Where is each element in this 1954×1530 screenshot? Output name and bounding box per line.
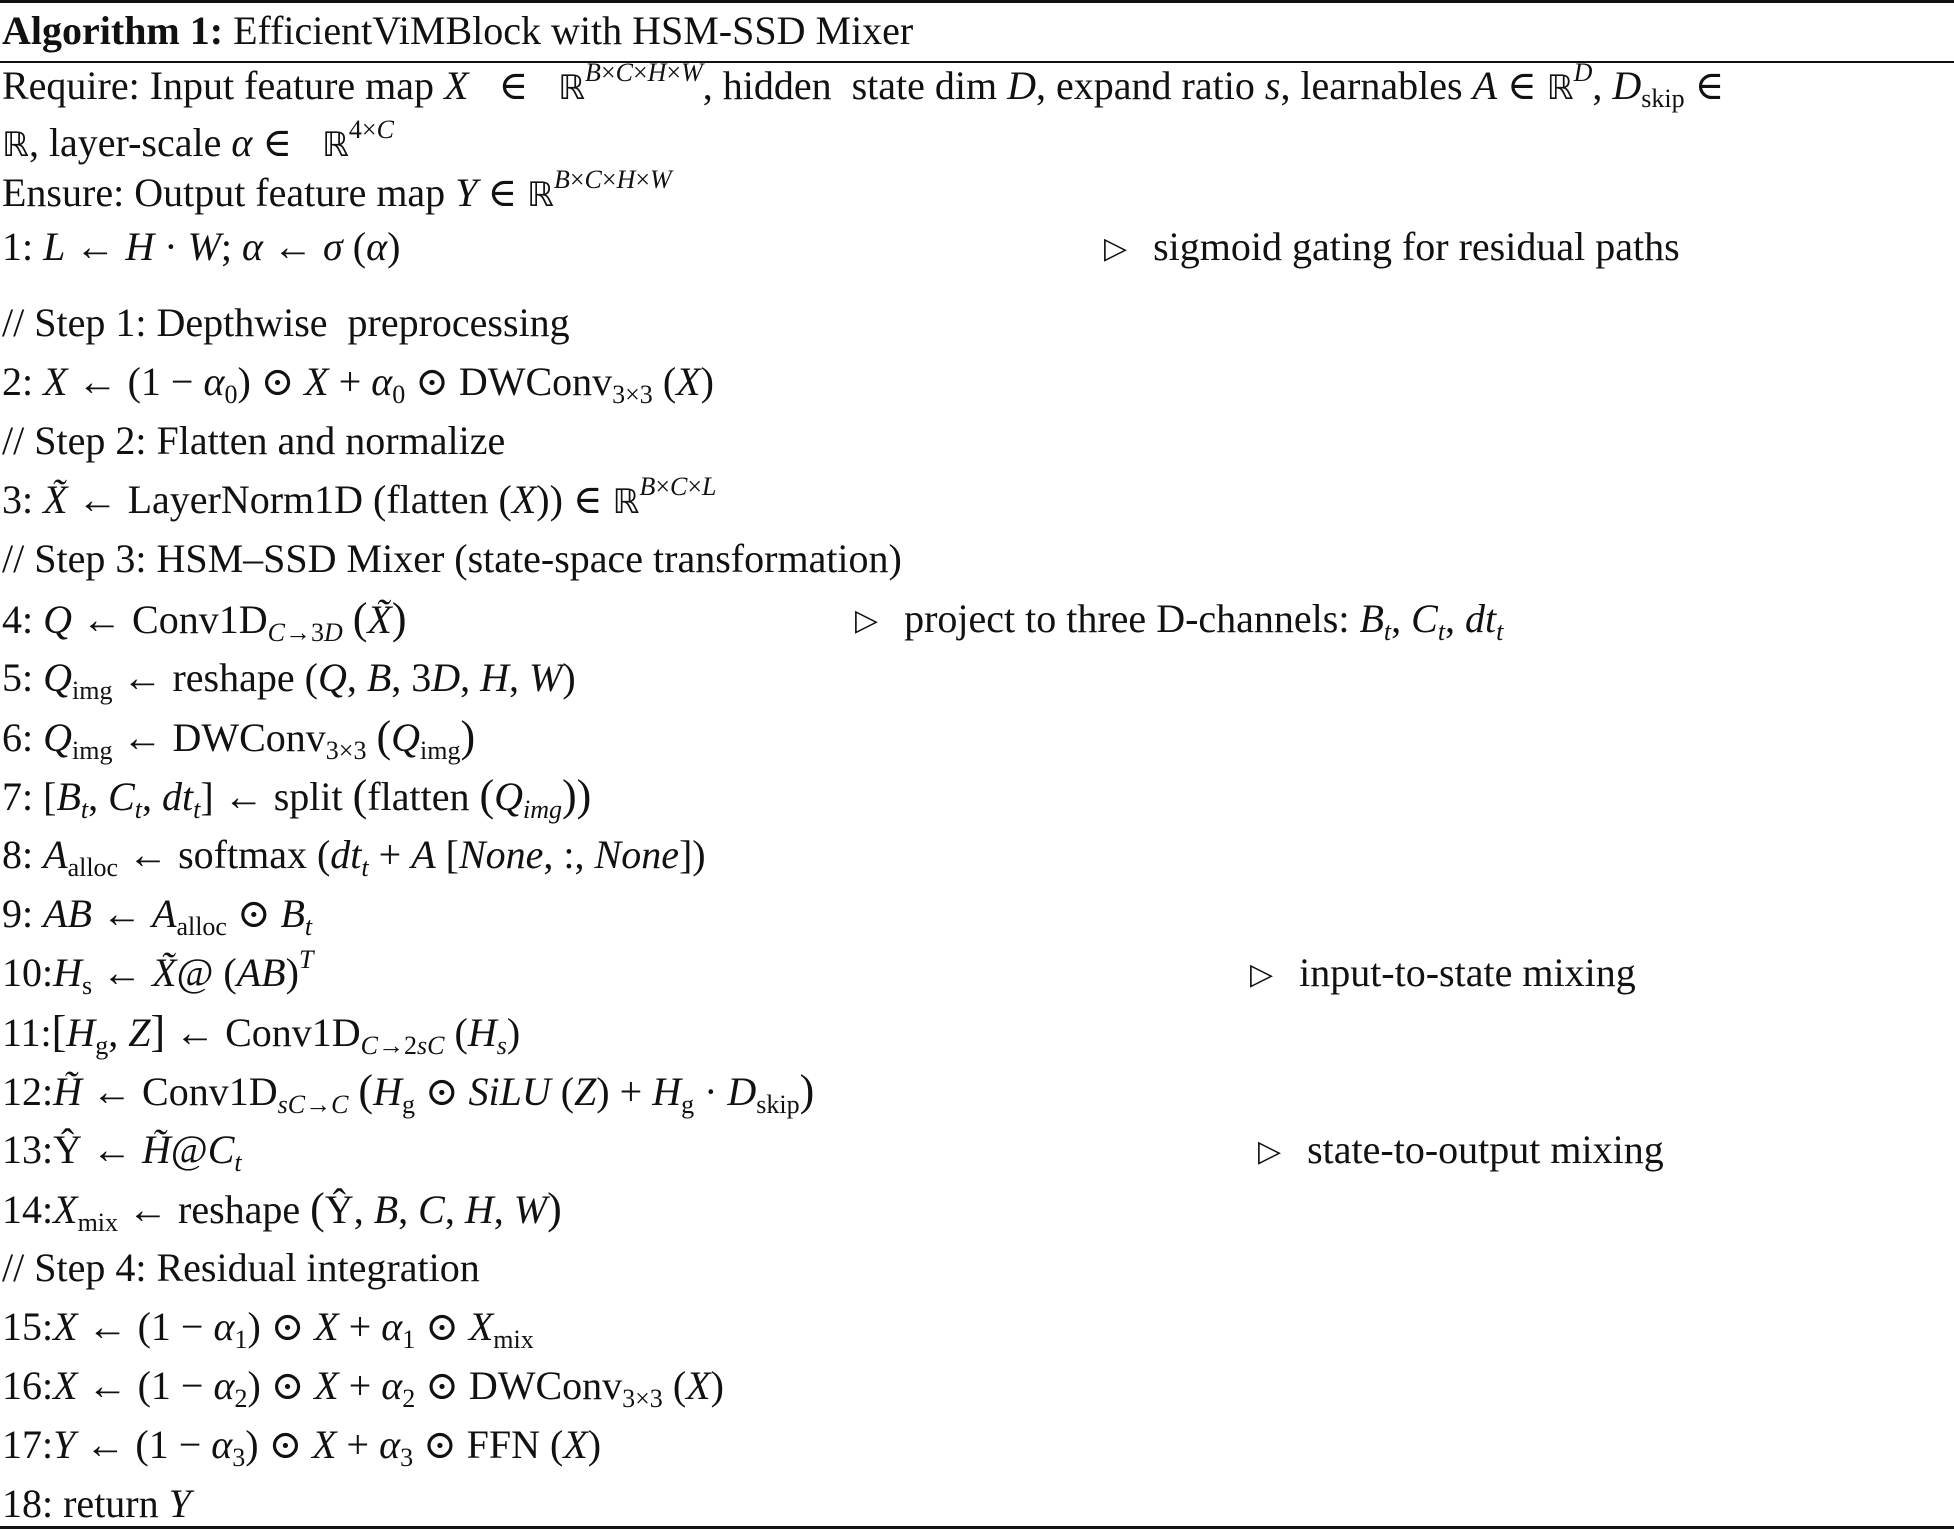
comment-step-13: ▷ state-to-output mixing — [1258, 1127, 1664, 1172]
comment-step-10: ▷ input-to-state mixing — [1250, 950, 1636, 995]
step-15: 15:X ← $(1 - \alpha_1)$ ⊙ $X + \alpha_1$ ⊙ $X_{mix}$ — [2, 1304, 534, 1354]
top-rule — [0, 0, 1954, 3]
step-5: 5: $Q_{img}$ ← reshape (Q, B, 3D, H, W) — [2, 655, 576, 705]
algorithm-caption — [2, 6, 913, 56]
caption-title: EfficientViMBlock with HSM-SSD Mixer — [233, 8, 914, 53]
step-11: $11:[H_g$, Z] ← $Conv1D_{C\to 2sC}$ $(H_s)$ — [2, 1007, 521, 1060]
step-16: 16:X ← $(1 - \alpha_2)$ ⊙ $X + \alpha_2$ ⊙ DWConv$_{3\times 3}$ (X) — [2, 1363, 724, 1413]
step-6: 6: $Q_{img}$ ← DWConv$_{3\times 3}$ $(Q_{img})$ — [2, 712, 476, 765]
step-9: 9: AB ← $A_{alloc}$ ⊙ $B_t$ — [2, 891, 313, 941]
require-line-2: ℝ, layer-scale α ∈ ℝ$^{4\times C}$ — [2, 115, 394, 165]
ensure-line: Ensure: Output feature map Y ∈ ℝ$^{B\times C\times H\times W}$ — [2, 165, 672, 215]
step-13: 13:Ŷ ← $H̃@C_t$ — [2, 1127, 242, 1177]
require-line-1: Require: Input feature map X ∈ ℝ$^{B\times C\times H\times W}$, hidden state dim D, expand ratio s, learnables A ∈ ℝ$^D$, $D_{skip}$ ∈ — [2, 58, 1725, 113]
caption-label: Algorithm 1: — [2, 8, 224, 53]
step-8: 8: $A_{alloc}$ ← softmax ($dt_t + A$ [None, :, None]) — [2, 832, 706, 882]
step-12: 12:H̃ ← $Conv1D_{sC\to C}$ ($H_g$ ⊙ SiLU $(Z) + H_g \cdot D_{skip}$) — [2, 1066, 815, 1119]
comment-step-1-header: // Step 1: Depthwise preprocessing — [2, 300, 570, 345]
step-17: 17:Y ← $(1 - \alpha_3)$ ⊙ $X + \alpha_3$ ⊙ FFN (X) — [2, 1422, 602, 1472]
comment-step-2-header: // Step 2: Flatten and normalize — [2, 418, 506, 463]
comment-step-4: ▷ project to three D-channels: $B_t$, $C_t$, $dt_t$ — [855, 596, 1504, 646]
step-7: 7: [$B_t$, $C_t$, $dt_t$] ← split (flatten $(Q_{img})$) — [2, 771, 592, 824]
step-2: 2: X ← $(1 - \alpha_0)$ ⊙ $X + \alpha_0$ ⊙ DWConv$_{3\times 3}$ (X) — [2, 359, 714, 409]
comment-step-1: ▷ sigmoid gating for residual paths — [1104, 224, 1680, 269]
step-4: 4: Q ← $Conv1D_{C\to 3D}$ (X̃) — [2, 594, 407, 647]
bottom-rule — [0, 1526, 1954, 1529]
comment-step-3-header: // Step 3: HSM–SSD Mixer (state-space transformation) — [2, 536, 902, 581]
step-3: 3: X̃ ← LayerNorm1D (flatten (X)) ∈ ℝ$^{B\times C\times L}$ — [2, 472, 717, 522]
step-18: 18: return Y — [2, 1481, 191, 1526]
step-10: $10:H_s$ ← X̃@ (AB)$^T$ — [2, 945, 314, 1000]
comment-triangle-icon: ▷ — [1250, 958, 1274, 991]
comment-triangle-icon: ▷ — [1258, 1135, 1282, 1168]
comment-step-4-header: // Step 4: Residual integration — [2, 1245, 480, 1290]
step-14: $14:X_{mix}$ ← reshape (Ŷ, B, C, H, W) — [2, 1184, 562, 1237]
comment-triangle-icon: ▷ — [1104, 232, 1128, 265]
comment-triangle-icon: ▷ — [855, 604, 879, 637]
step-1: 1: L ← H · W; α ← σ (α) — [2, 224, 401, 269]
